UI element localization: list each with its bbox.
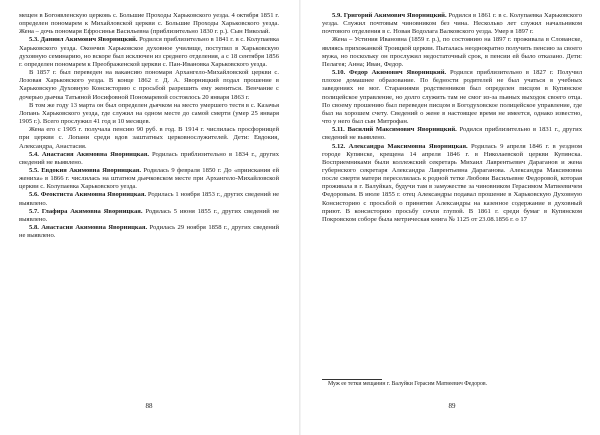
left-paragraph-1: 5.3. Даниил Акимович Яворницкий. Родился приблизительно в 1841 г. в с. Колупаевка Харьковского уезда. Окончив Харьковское духовное училище, поступил в Харьковскую духовную семинарию, но вскоре был исключен из среднего отделения, а с 18 сентября 1856 г. определен пономарем к Преображенской церкви с. Пан-Ивановка Харьковского уезда. [19,36,279,68]
footnote: Муж ее тетки мещанин г. Валуйки Герасим Матвеевич Федоров. [328,381,488,387]
left-paragraph-5: 5.4. Анастасия Акимовна Яворницкая. Родилась приблизительно в 1834 г., других сведений не выявлено. [19,150,279,166]
left-paragraph-8: 5.7. Глафира Акимовна Яворницкая. Родилась 5 июня 1855 г., других сведений не выявлено. [19,207,279,223]
left-paragraph-2: В 1857 г. был переведен на вакансию пономаря Архангело-Михайловской церкви с. Лозовая Харьковского уезда. В конце 1862 г. Д. А. Яворницкий подал прошение в Харьковскую Духовную Консисторию с просьбой разрешить ему жениться. Венчание с дочерью дьячка Татьяной Иосифовной Пономаревой состоялось 20 января 1863 г. [19,69,279,101]
left-paragraph-3: В том же году 13 марта он был определен дьячком на место умершего тестя в с. Казачья Лопань Харьковского уезда, где служил на одном месте до самой смерти (умер 25 января 1905 г.). Всего прослужил 41 год и 10 месяцев. [19,101,279,126]
right-paragraph-1: Жена – Устиния Ивановна (1859 г. р.), по состоянию на 1897 г. проживала в Слованске, являясь прихожанкой Троицкой церкви. Пыталась неоднократно получить пенсию за своего мужа, но поскольку он прослужил недостаточный срок, в пенсии ей было отказано. Дети: Пелагея; Анна; Иван, Федор. [322,36,582,68]
book-gutter [299,0,301,435]
right-paragraph-3: 5.11. Василий Максимович Яворницкий. Родился приблизительно в 1831 г., других сведений не выявлено. [322,126,583,142]
left-paragraph-0: мещен в Богоявленскую церковь с. Большие Проходы Харьковского уезда. 4 октября 1851 г. определен пономарем к Михайловской церкви с. Большие Проходы Харьковского уезда. Жена – дочь пономаря Ефросинья Васильевна (приблизительно 1830 г. р.). Сын Николай. [19,12,279,36]
left-paragraph-9: 5.8. Анастасия Акимовна Яворницкая. Родилась 29 ноября 1858 г., других сведений не выявлено. [19,224,279,240]
right-page-number: 89 [448,402,456,410]
right-paragraph-0: 5.9. Григорий Акимович Яворницкий. Родился в 1861 г. в с. Колупаевка Харьковского уезда. Служил почтовым чиновником без чина. Несколько лет служил начальником почтового отделения в с. Новая Водолага Валковского уезда. Умер в 1897 г. [322,12,582,36]
left-page-number: 88 [145,402,153,410]
footnote-rule [322,379,382,380]
left-page [19,12,279,240]
left-paragraph-7: 5.6. Феоктиста Акимовна Яворницкая. Родилась 1 ноября 1853 г., других сведений не выявлено. [19,191,280,207]
right-paragraph-2: 5.10. Федор Акимович Яворницкий. Родился приблизительно в 1827 г. Получил плохое домашнее образование. По бедности родителей не был учаться в учебных заведениях не мог. Стараниями родственников был определен писцом в Купянское полицейское управление, но долго служить там не смог из-за пьяных выходок своего отца. По своему прошению был переведен писцом в Богодуховское полицейское управление, где был на хорошем счету. Сведений о жене в настоящее время не имеется, однако известно, что у него был сын Митрофан. [322,69,582,126]
left-paragraph-4: Жена его с 1905 г. получала пенсию 90 руб. в год. В 1914 г. числилась просфорницей при церкви с. Лопани среди вдов заштатных церковнослужителей. Дети: Евдокия, Александра, Анастасия. [19,126,279,150]
right-paragraph-4: 5.12. Александра Максимовна Яворницкая. Родилась 9 апреля 1846 г. в уездном городе Купянске, крещена 14 апреля 1846 г. в Николаевской церкви Купянска. Восприемниками были коллежский секретарь Михаил Лаврентьевич Дараганов и жена губернского секретаря Александра Лаврентьевна Дараганова. Александра Максимовна после смерти матери переселилась к родной тетке Любови Васильевне Федоровой, которая проживала в г. Валуйках, будучи там в замужестве за чиновником Герасимом Матвеевичем Федоровым. В июле 1855 г. отец Александры подавал прошение в Харьковскую Духовную Консисторию с просьбой о принятии Александры на казенное содержание в духовный приют. В консисторию просьбу сочли глупой. В 1861 г. среди бумаг в Купянском Покровском соборе была метрическая книга № 1125 от 23.08.1856 г. о 17 [322,142,583,223]
right-page [322,12,582,224]
left-paragraph-6: 5.5. Евдокия Акимовна Яворницкая. Родилась 9 февраля 1850 г. До «приискания ей жениха» в 1866 г. числилась на штатном дьячковском месте при Архангело-Михайловской церкви с. Колупаевка Харьковского уезда. [19,166,279,191]
